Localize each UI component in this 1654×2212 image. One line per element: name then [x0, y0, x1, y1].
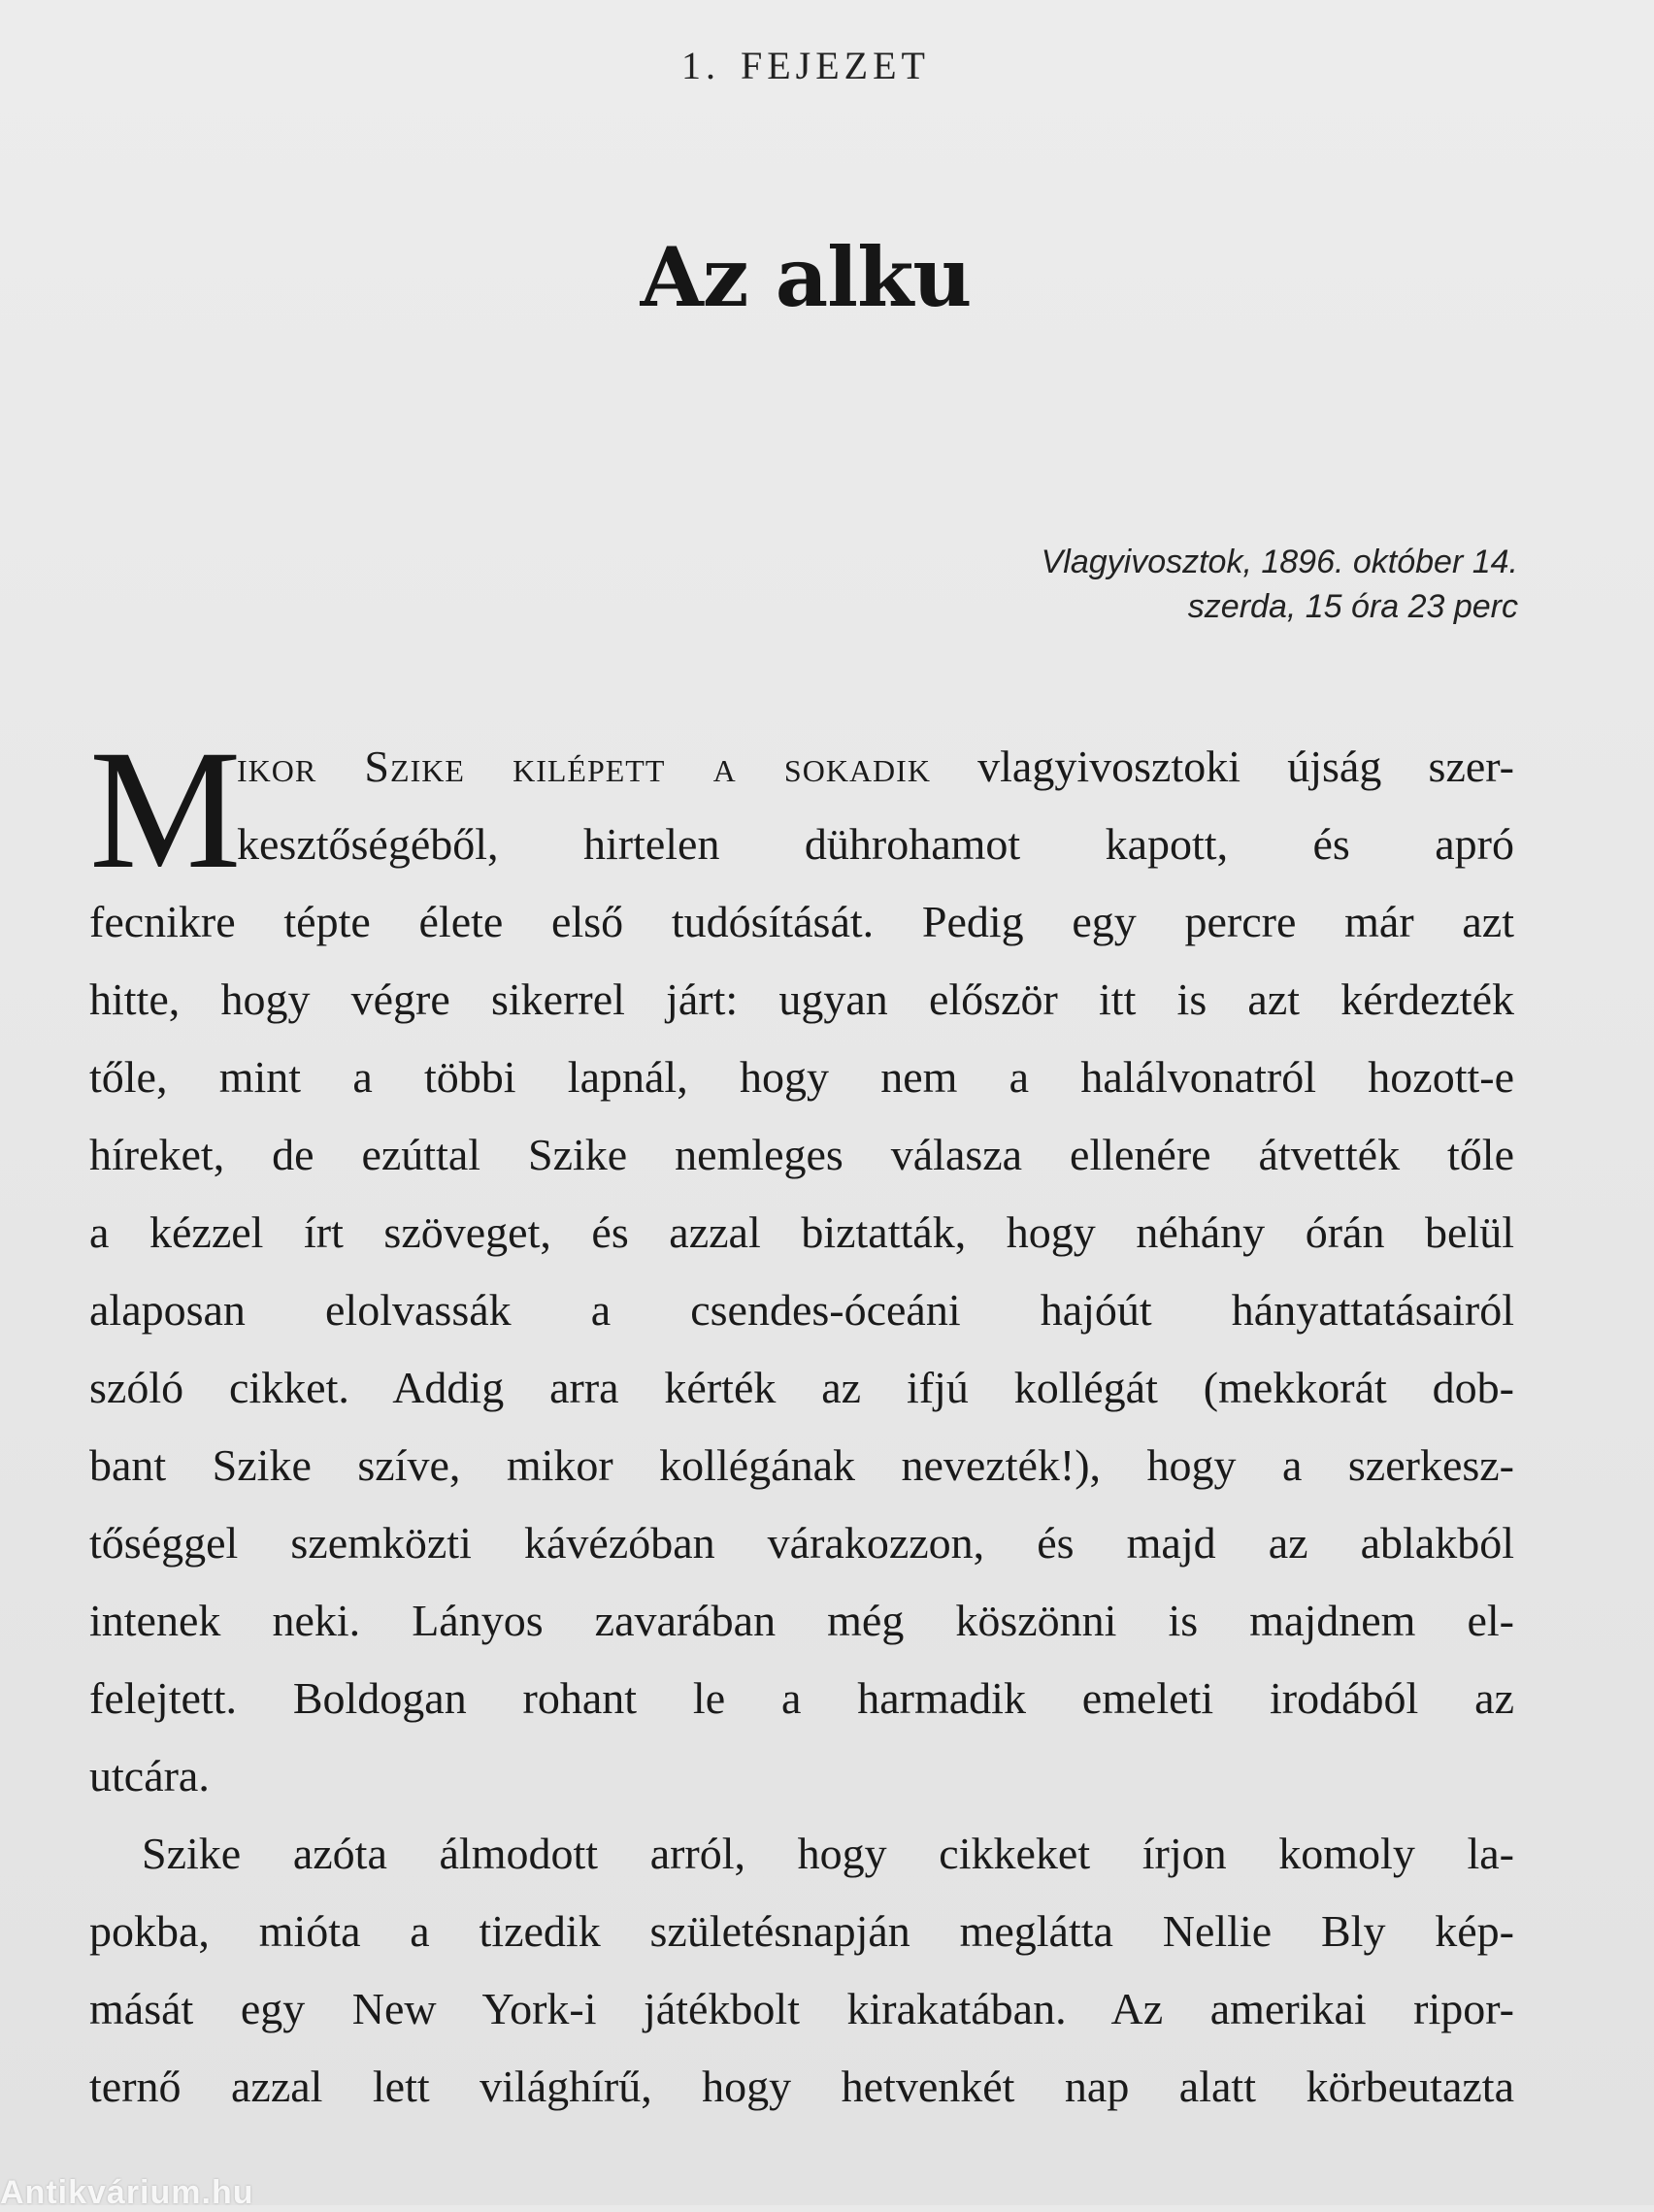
text-line: a kézzel írt szöveget, és azzal biztatták, hogy néhány órán belül	[89, 1207, 1514, 1257]
text-line: híreket, de ezúttal Szike nemleges válasza ellenére átvették tőle	[89, 1130, 1514, 1179]
text-line: felejtett. Boldogan rohant le a harmadik emeleti irodából az	[89, 1673, 1514, 1723]
text-line: Szike azóta álmodott arról, hogy cikkeket írjon komoly la-	[142, 1829, 1514, 1878]
text-line: hitte, hogy végre sikerrel járt: ugyan először itt is azt kérdezték	[89, 974, 1514, 1024]
text-line: intenek neki. Lányos zavarában még köszönni is majdnem el-	[89, 1596, 1514, 1645]
text-line: tőséggel szemközti kávézóban várakozzon, és majd az ablakból	[89, 1518, 1514, 1568]
body-text	[89, 715, 1514, 2126]
text-line: ternő azzal lett világhírű, hogy hetvenkét nap alatt körbeutazta	[89, 2062, 1514, 2111]
text-line: szóló cikket. Addig arra kérték az ifjú kollégát (mekkorát dob-	[89, 1363, 1514, 1412]
lead-in-smallcaps: ikor Szike kilépett a sokadik	[237, 742, 931, 791]
text-line: fecnikre tépte élete első tudósítását. Pedig egy percre már azt	[89, 897, 1514, 946]
paragraph-2	[89, 1815, 1514, 2126]
chapter-title: Az alku	[640, 229, 972, 325]
drop-cap: M	[89, 715, 242, 905]
text-line: alaposan elolvassák a csendes-óceáni hajóút hányattatásairól	[89, 1285, 1514, 1335]
dateline-time: szerda, 15 óra 23 perc	[1187, 588, 1518, 625]
lead-in-rest: vlagyivosztoki újság szer-	[930, 742, 1514, 791]
text-line: tőle, mint a többi lapnál, hogy nem a halálvonatról hozott-e	[89, 1052, 1514, 1102]
text-line: mását egy New York-i játékbolt kirakatában. Az amerikai ripor-	[89, 1984, 1514, 2033]
text-line: bant Szike szíve, mikor kollégának nevezték!), hogy a szerkesz-	[89, 1440, 1514, 1490]
text-line: pokba, mióta a tizedik születésnapján meglátta Nellie Bly kép-	[89, 1906, 1514, 1956]
dateline	[1042, 540, 1518, 629]
text-line: kesztőségéből, hirtelen dührohamot kapott, és apró	[237, 819, 1514, 869]
dateline-place-date: Vlagyivosztok, 1896. október 14.	[1041, 544, 1518, 580]
chapter-number: 1.	[681, 44, 720, 87]
chapter-word: FEJEZET	[741, 44, 930, 87]
text-line: utcára.	[89, 1751, 210, 1800]
text-line	[89, 728, 1514, 806]
watermark: Antikvárium.hu	[0, 2174, 254, 2211]
chapter-label	[0, 43, 1611, 88]
paragraph-1	[89, 715, 1514, 1815]
